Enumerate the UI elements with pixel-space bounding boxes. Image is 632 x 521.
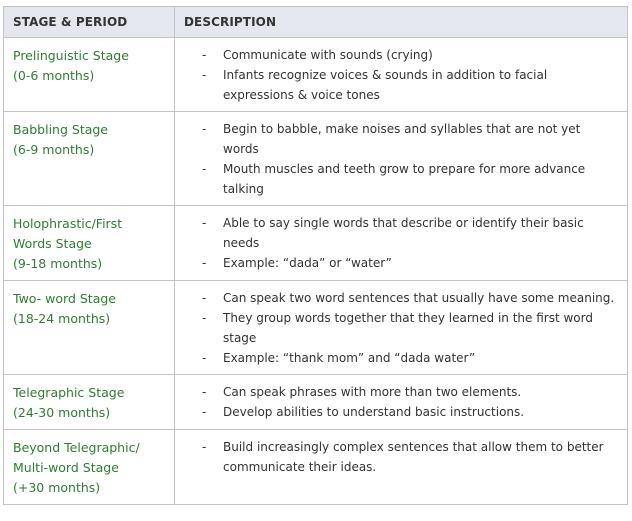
- header-stage-period: STAGE & PERIOD: [4, 7, 175, 38]
- dash-bullet: -: [202, 311, 207, 325]
- list-item: [175, 288, 619, 308]
- dash-bullet: -: [202, 68, 207, 82]
- stage-period: (6-9 months): [13, 142, 95, 157]
- table-row: [4, 375, 628, 430]
- list-item: [175, 253, 619, 273]
- description-list: [175, 437, 619, 477]
- stage-cell: [4, 281, 175, 375]
- language-stages-table: [3, 6, 628, 505]
- header-description: DESCRIPTION: [175, 7, 628, 38]
- dash-bullet: -: [202, 405, 207, 419]
- list-item-text: Can speak two word sentences that usually have some meaning.: [223, 291, 615, 305]
- description-cell: [175, 38, 628, 112]
- stage-name: Telegraphic Stage: [13, 385, 125, 400]
- list-item: [175, 382, 619, 402]
- dash-bullet: -: [202, 216, 207, 230]
- description-list: [175, 45, 619, 105]
- stage-period: (9-18 months): [13, 256, 103, 271]
- table-row: [4, 38, 628, 112]
- dash-bullet: -: [202, 291, 207, 305]
- table-row: [4, 112, 628, 206]
- dash-bullet: -: [202, 48, 207, 62]
- stage-cell: [4, 375, 175, 430]
- list-item: [175, 45, 619, 65]
- stage-period: (0-6 months): [13, 68, 95, 83]
- list-item-text: Begin to babble, make noises and syllables that are not yet words: [223, 122, 581, 156]
- table-row: [4, 281, 628, 375]
- description-cell: [175, 206, 628, 281]
- list-item-text: Build increasingly complex sentences that allow them to better communicate their ideas.: [223, 440, 604, 474]
- stage-cell: [4, 112, 175, 206]
- list-item: [175, 159, 619, 199]
- description-list: [175, 119, 619, 199]
- dash-bullet: -: [202, 440, 207, 454]
- dash-bullet: -: [202, 162, 207, 176]
- list-item-text: Mouth muscles and teeth grow to prepare for more advance talking: [223, 162, 586, 196]
- list-item: [175, 119, 619, 159]
- dash-bullet: -: [202, 122, 207, 136]
- list-item-text: Communicate with sounds (crying): [223, 48, 433, 62]
- description-list: [175, 288, 619, 368]
- stage-name: Prelinguistic Stage: [13, 48, 129, 63]
- list-item-text: Can speak phrases with more than two elements.: [223, 385, 522, 399]
- stage-name-cont: Multi-word Stage: [13, 460, 119, 475]
- list-item-text: Example: “dada” or “water”: [223, 256, 392, 270]
- list-item: [175, 213, 619, 253]
- description-list: [175, 382, 619, 422]
- stage-name: Two- word Stage: [13, 291, 116, 306]
- stage-cell: [4, 38, 175, 112]
- list-item: [175, 437, 619, 477]
- description-list: [175, 213, 619, 273]
- list-item: [175, 402, 619, 422]
- list-item: [175, 348, 619, 368]
- list-item-text: Infants recognize voices & sounds in addition to facial expressions & voice tones: [223, 68, 548, 102]
- stage-name: Holophrastic/First: [13, 216, 123, 231]
- list-item-text: Able to say single words that describe or identify their basic needs: [223, 216, 584, 250]
- table-header-row: [4, 7, 628, 38]
- list-item-text: They group words together that they learned in the first word stage: [223, 311, 593, 345]
- stage-period: (18-24 months): [13, 311, 111, 326]
- stage-cell: [4, 206, 175, 281]
- table-row: [4, 206, 628, 281]
- stage-period: (+30 months): [13, 480, 101, 495]
- list-item-text: Example: “thank mom” and “dada water”: [223, 351, 476, 365]
- description-cell: [175, 281, 628, 375]
- stage-cell: [4, 430, 175, 505]
- description-cell: [175, 375, 628, 430]
- stage-name: Beyond Telegraphic/: [13, 440, 140, 455]
- dash-bullet: -: [202, 385, 207, 399]
- stage-name: Babbling Stage: [13, 122, 109, 137]
- description-cell: [175, 430, 628, 505]
- description-cell: [175, 112, 628, 206]
- stage-period: (24-30 months): [13, 405, 111, 420]
- list-item: [175, 65, 619, 105]
- dash-bullet: -: [202, 351, 207, 365]
- dash-bullet: -: [202, 256, 207, 270]
- list-item: [175, 308, 619, 348]
- stage-name-cont: Words Stage: [13, 236, 92, 251]
- list-item-text: Develop abilities to understand basic instructions.: [223, 405, 525, 419]
- table-row: [4, 430, 628, 505]
